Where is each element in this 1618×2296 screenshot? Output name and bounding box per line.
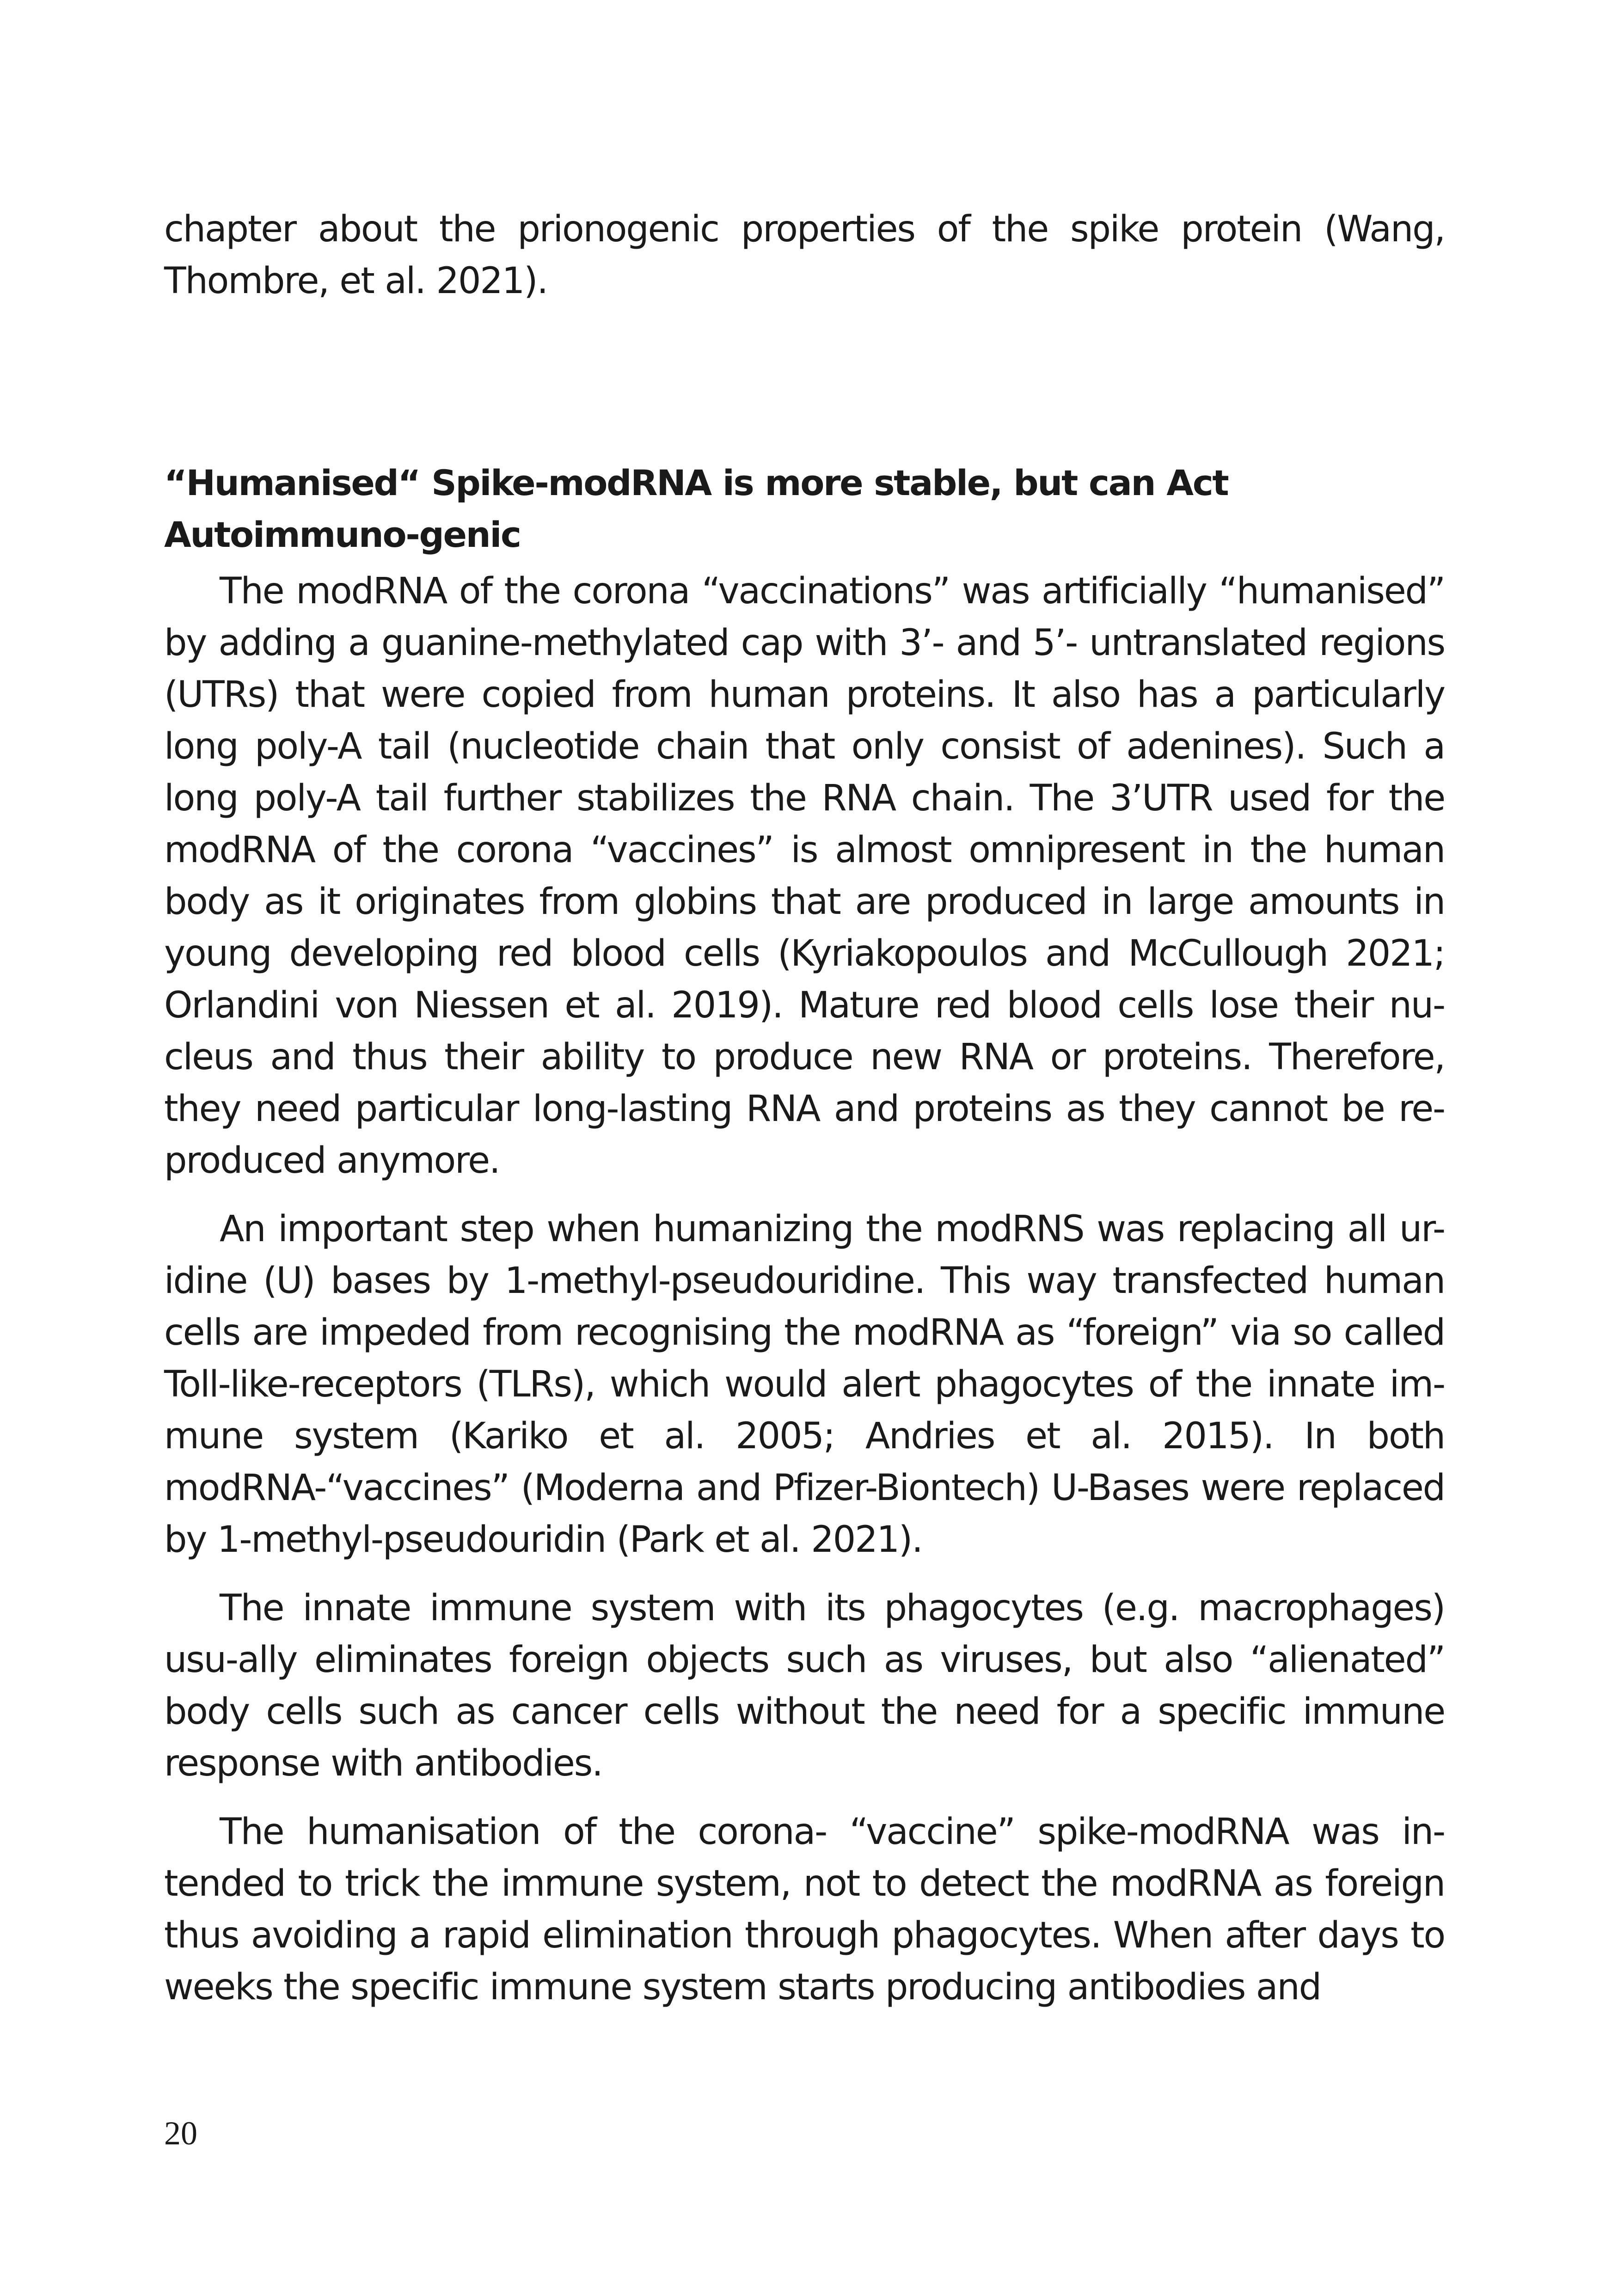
text-column <box>164 203 1445 2030</box>
continued-paragraph: chapter about the prionogenic properties of the spike protein (Wang, Thombre, et al. 2021). <box>164 208 1445 302</box>
section-heading: “Humanised“ Spike-modRNA is more stable, but can Act Autoimmuno-genic <box>164 462 1228 555</box>
paragraph-humanised-modrna: The modRNA of the corona “vaccinations” was artificially “humanised” by adding a guanine-methylated cap with 3’- and 5’- untranslated regions (UTRs) that were copied from human proteins. It also has a particularly long poly-A tail (nucleotide chain that only consist of adenines). Such a long poly-A tail further stabilizes the RNA chain. The 3’UTR used for the modRNA of the corona “vaccines” is almost omnipresent in the human body as it originates from globins that are produced in large amounts in young developing red blood cells (Kyriakopoulos and McCullough 2021; Orlandini von Niessen et al. 2019). Mature red blood cells lose their nu-cleus and thus their ability to produce new RNA or proteins. Therefore, they need particular long-lasting RNA and proteins as they cannot be re-produced anymore. <box>164 570 1445 1182</box>
paragraph-humanisation-trick: The humanisation of the corona- “vaccine” spike-modRNA was in-tended to trick the immune system, not to detect the modRNA as foreign thus avoiding a rapid elimination through phagocytes. When after days to weeks the specific immune system starts producing antibodies and <box>164 1811 1445 2008</box>
paragraph-pseudouridine: An important step when humanizing the modRNS was replacing all ur-idine (U) bases by 1-methyl-pseudouridine. This way transfected human cells are impeded from recognising the modRNA as “foreign” via so called Toll-like-receptors (TLRs), which would alert phagocytes of the innate im-mune system (Kariko et al. 2005; Andries et al. 2015). In both modRNA-“vaccines” (Moderna and Pfizer-Biontech) U-Bases were replaced by 1-methyl-pseudouridin (Park et al. 2021). <box>164 1208 1445 1561</box>
paragraph-innate-immune-system: The innate immune system with its phagocytes (e.g. macrophages) usu-ally eliminates foreign objects such as viruses, but also “alienated” body cells such as cancer cells without the need for a specific immune response with antibodies. <box>164 1587 1445 1784</box>
page-number: 20 <box>164 2115 197 2152</box>
